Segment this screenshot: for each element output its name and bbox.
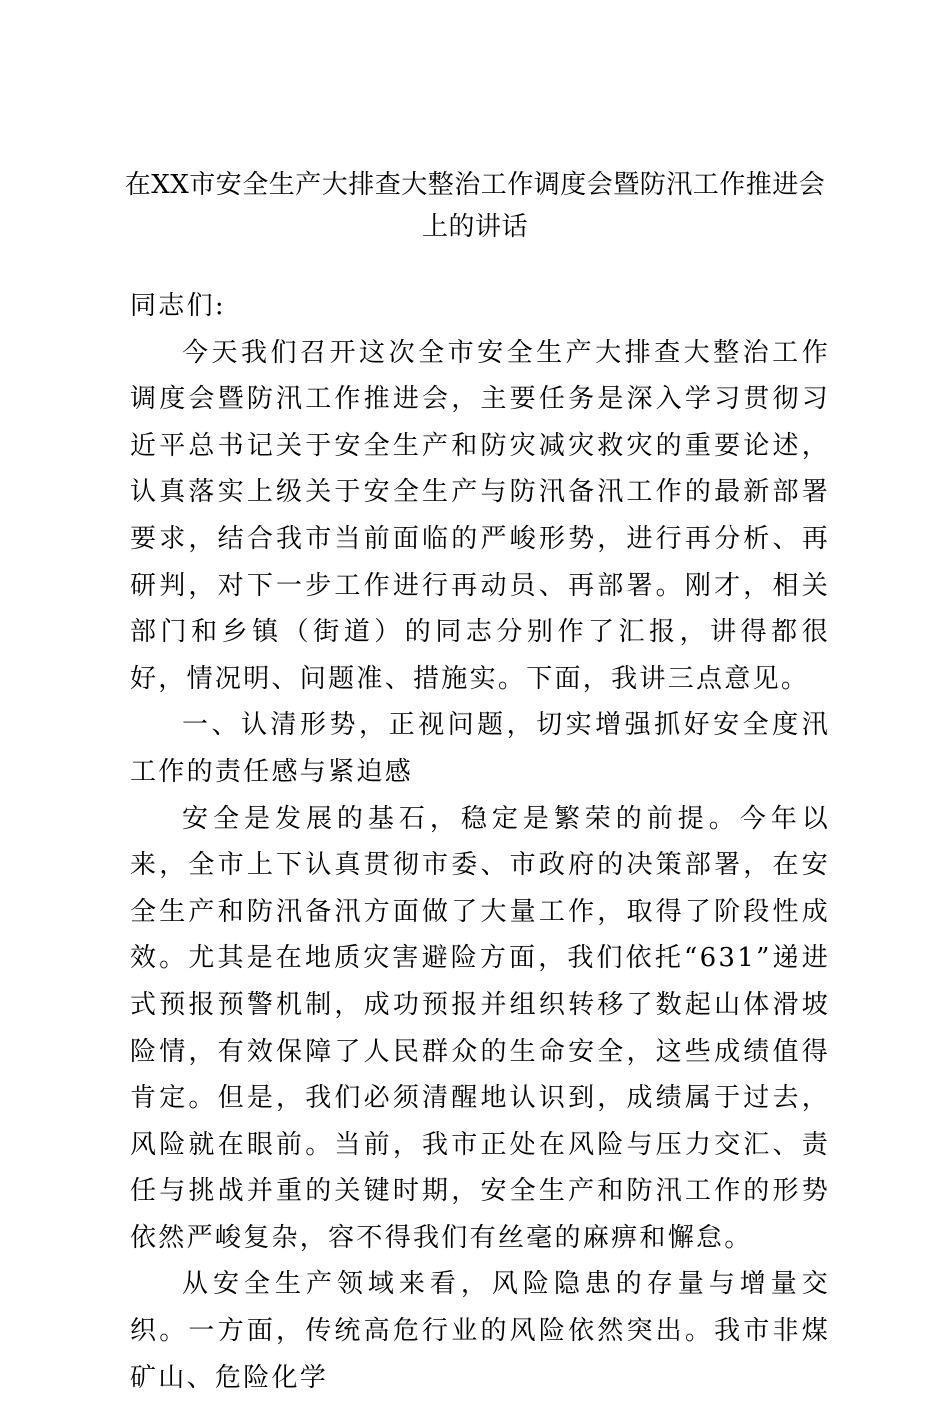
paragraph-safety-risks: 从安全生产领域来看，风险隐患的存量与增量交织。一方面，传统高危行业的风险依然突出。我市非煤矿山、危险化学 — [130, 1269, 830, 1393]
document-body — [130, 283, 830, 1401]
salutation: 同志们: — [130, 291, 226, 321]
paragraph-intro: 今天我们召开这次全市安全生产大排查大整治工作调度会暨防汛工作推进会，主要任务是深入学习贯彻习近平总书记关于安全生产和防灾减灾救灾的重要论述，认真落实上级关于安全生产与防汛备汛工作的最新部署要求，结合我市当前面临的严峻形势，进行再分析、再研判，对下一步工作进行再动员、再部署。刚才，相关部门和乡镇（街道）的同志分别作了汇报，讲得都很好，情况明、问题准、措施实。下面，我讲三点意见。 — [130, 337, 830, 694]
document-title: 在XX市安全生产大排查大整治工作调度会暨防汛工作推进会上的讲话 — [124, 170, 826, 242]
section-heading-1: 一、认清形势，正视问题，切实增强抓好安全度汛工作的责任感与紧迫感 — [130, 710, 830, 787]
paragraph-situation: 安全是发展的基石，稳定是繁荣的前提。今年以来，全市上下认真贯彻市委、市政府的决策部署，在安全生产和防汛备汛方面做了大量工作，取得了阶段性成效。尤其是在地质灾害避险方面，我们依托“631”递进式预报预警机制，成功预报并组织转移了数起山体滑坡险情，有效保障了人民群众的生命安全，这些成绩值得肯定。但是，我们必须清醒地认识到，成绩属于过去，风险就在眼前。当前，我市正处在风险与压力交汇、责任与挑战并重的关键时期，安全生产和防汛工作的形势依然严峻复杂，容不得我们有丝毫的麻痹和懈怠。 — [130, 803, 830, 1253]
